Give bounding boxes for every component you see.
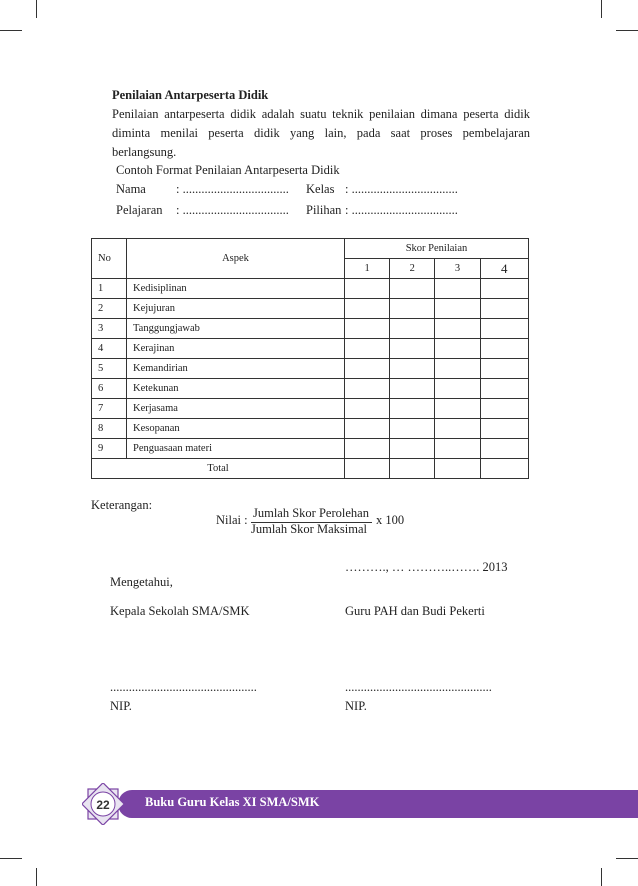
row-no: 9: [92, 439, 127, 459]
score-cell[interactable]: [480, 299, 528, 319]
kelas-value: : ..................................: [345, 182, 458, 196]
kelas-label: Kelas: [306, 182, 335, 196]
row-no: 3: [92, 319, 127, 339]
score-cell[interactable]: [480, 379, 528, 399]
pilihan-label: Pilihan: [306, 203, 342, 217]
score-cell[interactable]: [435, 439, 480, 459]
table-row: [92, 379, 529, 399]
formula-denominator: Jumlah Skor Maksimal: [251, 522, 367, 536]
score-cell[interactable]: [480, 439, 528, 459]
score-cell[interactable]: [345, 339, 390, 359]
score-cell[interactable]: [345, 439, 390, 459]
row-aspek: Kesopanan: [127, 419, 345, 439]
score-cell[interactable]: [480, 339, 528, 359]
page-badge-icon: [82, 783, 124, 825]
score-cell[interactable]: [345, 399, 390, 419]
date-line: ………., … ………..……. 2013: [345, 560, 508, 574]
score-cell[interactable]: [390, 319, 435, 339]
score-table: [91, 238, 529, 479]
right-nip: NIP.: [345, 699, 367, 713]
left-signature-dots: ...............................................: [110, 680, 257, 694]
score-cell[interactable]: [435, 399, 480, 419]
table-row: [92, 279, 529, 299]
score-cell[interactable]: [390, 399, 435, 419]
row-no: 6: [92, 379, 127, 399]
score-cell[interactable]: [390, 379, 435, 399]
score-cell[interactable]: [390, 359, 435, 379]
score-cell[interactable]: [435, 419, 480, 439]
pelajaran-value: : ..................................: [176, 203, 289, 217]
header-skor: Skor Penilaian: [345, 239, 529, 259]
total-cell[interactable]: [480, 459, 528, 479]
footer-book-title: Buku Guru Kelas XI SMA/SMK: [145, 795, 320, 809]
row-no: 1: [92, 279, 127, 299]
total-row: [92, 459, 529, 479]
row-aspek: Tanggungjawab: [127, 319, 345, 339]
row-no: 2: [92, 299, 127, 319]
pilihan-value: : ..................................: [345, 203, 458, 217]
crop-mark: [36, 868, 37, 886]
total-cell[interactable]: [390, 459, 435, 479]
score-cell[interactable]: [480, 279, 528, 299]
table-row: [92, 419, 529, 439]
table-row: [92, 299, 529, 319]
crop-mark: [0, 858, 22, 859]
row-aspek: Ketekunan: [127, 379, 345, 399]
score-cell[interactable]: [345, 419, 390, 439]
formula-numerator: Jumlah Skor Perolehan: [253, 506, 369, 520]
crop-mark: [616, 858, 638, 859]
score-cell[interactable]: [480, 399, 528, 419]
score-cell[interactable]: [435, 319, 480, 339]
example-title: Contoh Format Penilaian Antarpeserta Didik: [116, 163, 340, 177]
crop-mark: [601, 868, 602, 886]
score-cell[interactable]: [390, 419, 435, 439]
score-cell[interactable]: [480, 359, 528, 379]
formula-multiplier: x 100: [376, 513, 405, 527]
score-col-header: 3: [435, 259, 480, 279]
guru-title: Guru PAH dan Budi Pekerti: [345, 604, 485, 618]
row-aspek: Kejujuran: [127, 299, 345, 319]
score-cell[interactable]: [345, 299, 390, 319]
nama-label: Nama: [116, 182, 146, 196]
table-row: [92, 339, 529, 359]
row-no: 5: [92, 359, 127, 379]
keterangan-label: Keterangan:: [91, 498, 153, 512]
score-cell[interactable]: [480, 419, 528, 439]
left-nip: NIP.: [110, 699, 132, 713]
header-no: No: [92, 239, 127, 279]
score-col-header: 4: [480, 259, 528, 279]
score-cell[interactable]: [390, 339, 435, 359]
table-row: [92, 399, 529, 419]
row-no: 8: [92, 419, 127, 439]
pelajaran-label: Pelajaran: [116, 203, 163, 217]
section-title: Penilaian Antarpeserta Didik: [112, 88, 269, 102]
page-number: 22: [96, 798, 110, 812]
score-cell[interactable]: [345, 319, 390, 339]
score-cell[interactable]: [390, 299, 435, 319]
total-cell[interactable]: [345, 459, 390, 479]
kepala-sekolah-title: Kepala Sekolah SMA/SMK: [110, 604, 250, 618]
row-no: 4: [92, 339, 127, 359]
score-cell[interactable]: [390, 439, 435, 459]
table-row: [92, 319, 529, 339]
table-row: [92, 359, 529, 379]
total-label: Total: [92, 459, 345, 479]
score-cell[interactable]: [480, 319, 528, 339]
nama-value: : ..................................: [176, 182, 289, 196]
total-cell[interactable]: [435, 459, 480, 479]
score-col-header: 2: [390, 259, 435, 279]
score-cell[interactable]: [345, 279, 390, 299]
score-cell[interactable]: [345, 379, 390, 399]
score-cell[interactable]: [435, 359, 480, 379]
crop-mark: [0, 30, 22, 31]
score-cell[interactable]: [345, 359, 390, 379]
row-aspek: Kedisiplinan: [127, 279, 345, 299]
header-aspek: Aspek: [127, 239, 345, 279]
nilai-label: Nilai :: [216, 513, 248, 527]
row-no: 7: [92, 399, 127, 419]
row-aspek: Kerjasama: [127, 399, 345, 419]
mengetahui-text: Mengetahui,: [110, 575, 173, 589]
row-aspek: Kemandirian: [127, 359, 345, 379]
score-cell[interactable]: [435, 279, 480, 299]
right-signature-dots: ...............................................: [345, 680, 492, 694]
score-col-header: 1: [345, 259, 390, 279]
crop-mark: [36, 0, 37, 18]
score-cell[interactable]: [390, 279, 435, 299]
score-cell[interactable]: [435, 339, 480, 359]
crop-mark: [601, 0, 602, 18]
crop-mark: [616, 30, 638, 31]
section-paragraph: Penilaian antarpeserta didik adalah suatu teknik penilaian dimana peserta didik diminta menilai peserta didik yang lain, pada saat proses pembelajaran berlangsung.: [112, 107, 530, 159]
score-cell[interactable]: [435, 299, 480, 319]
row-aspek: Penguasaan materi: [127, 439, 345, 459]
row-aspek: Kerajinan: [127, 339, 345, 359]
score-cell[interactable]: [435, 379, 480, 399]
table-row: [92, 439, 529, 459]
